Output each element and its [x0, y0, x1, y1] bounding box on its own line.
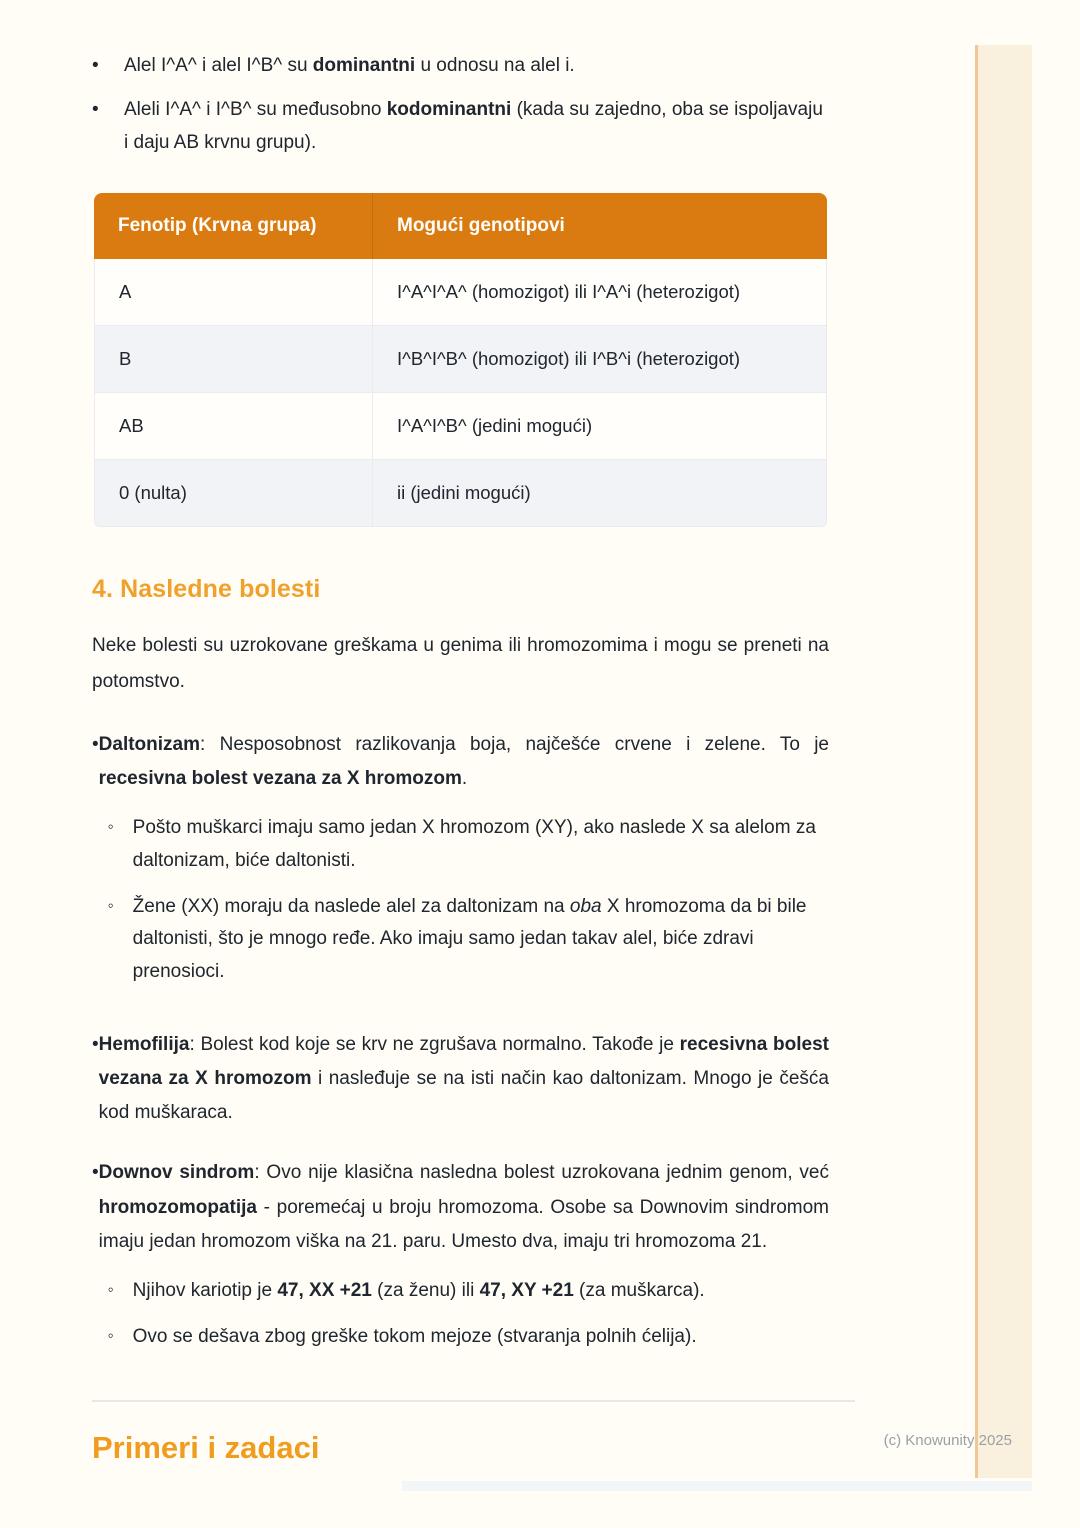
- dot-bullet-icon: •: [92, 1033, 99, 1055]
- intro-bullet-text: [124, 50, 829, 82]
- text-run-bold: 47, XY +21: [479, 1279, 574, 1301]
- text-run-bold: 47, XX +21: [277, 1279, 372, 1301]
- daltonizam-text: [99, 728, 829, 1002]
- text-run: i nasleđuje se na isti način kao daltonizam. Mnogo je češća kod muškaraca.: [98, 1068, 829, 1124]
- list-item: [99, 812, 829, 877]
- document-page: [92, 50, 829, 1466]
- list-item: [99, 891, 829, 989]
- text-run-bold: Downov sindrom: [98, 1162, 255, 1184]
- sub-bullet-text: Ovo se dešava zbog greške tokom mejoze (stvaranja polnih ćelija).: [132, 1325, 697, 1347]
- dot-bullet-icon: •: [92, 734, 99, 756]
- section-divider: [92, 1400, 855, 1402]
- blood-group-table: [94, 193, 827, 527]
- text-run-italic: oba: [569, 895, 602, 917]
- list-item: [99, 1275, 829, 1308]
- text-run-bold: hromozomopatija: [98, 1196, 257, 1218]
- downov-text: [99, 1156, 829, 1366]
- table-cell-fenotip: 0 (nulta): [94, 460, 372, 527]
- table-cell-genotip: ii (jedini mogući): [372, 460, 827, 527]
- text-run: Žene (XX) moraju da naslede alel za daltonizam na: [132, 895, 570, 917]
- table-cell-genotip: I^B^I^B^ (homozigot) ili I^B^i (heterozigot): [372, 326, 827, 393]
- page-edge-stripe: [975, 45, 1032, 1478]
- text-run-bold: dominantni: [312, 55, 416, 76]
- table-cell-fenotip: A: [94, 259, 372, 326]
- sub-bullet-text: [133, 1275, 829, 1308]
- sub-bullet-text: Pošto muškarci imaju samo jedan X hromozom (XY), ako naslede X sa alelom za daltonizam, biće daltonisti.: [132, 817, 816, 872]
- table-cell-fenotip: AB: [94, 393, 372, 460]
- disease-body: [99, 1162, 829, 1251]
- table-header-row: [94, 193, 827, 259]
- table-row: [94, 259, 827, 326]
- text-run-bold: recesivna bolest vezana za X hromozom: [98, 1033, 829, 1089]
- list-item: [99, 1321, 829, 1354]
- list-item: [92, 50, 829, 82]
- circle-bullet-icon: ◦: [107, 895, 114, 915]
- table-header-genotipovi: Mogući genotipovi: [372, 193, 827, 259]
- diseases-list: [92, 728, 829, 1366]
- table-cell-fenotip: B: [94, 326, 372, 393]
- text-run: Aleli I^A^ i I^B^ su međusobno: [124, 99, 387, 121]
- next-section-edge: [402, 1481, 1032, 1491]
- text-run: (za muškarca).: [573, 1279, 705, 1301]
- text-run: (kada su zajedno, oba se ispoljavaju i daju AB krvnu grupu).: [124, 99, 823, 153]
- text-run: : Bolest kod koje se krv ne zgrušava normalno. Takođe je: [189, 1033, 680, 1055]
- text-run: X hromozoma da bi bile daltonisti, što je mnogo ređe. Ako imaju samo jedan takav alel, biće zdravi prenosioci.: [132, 895, 807, 983]
- text-run: .: [461, 768, 468, 790]
- text-run: Alel I^A^ i alel I^B^ su: [124, 55, 313, 76]
- list-item-downov-sindrom: [92, 1156, 829, 1366]
- list-item: [92, 94, 829, 159]
- watermark: (c) Knowunity 2025: [883, 1432, 1012, 1449]
- text-run: Njihov kariotip je: [132, 1279, 278, 1301]
- text-run-bold: recesivna bolest vezana za X hromozom: [98, 768, 462, 790]
- hemofilija-text: [99, 1028, 829, 1131]
- table-row: [94, 326, 827, 393]
- section-heading-nasledne-bolesti: 4. Nasledne bolesti: [92, 574, 321, 603]
- text-run-bold: kodominantni: [386, 99, 512, 121]
- dot-bullet-icon: •: [92, 99, 99, 121]
- text-run: - poremećaj u broju hromozoma. Osobe sa Downovim sindromom imaju jedan hromozom viška na 21. paru. Umesto dva, imaju tri hromozoma 21.: [98, 1196, 829, 1252]
- downov-sublist: [99, 1275, 829, 1353]
- page-title-primeri-i-zadaci: Primeri i zadaci: [92, 1430, 320, 1466]
- table-header-fenotip: Fenotip (Krvna grupa): [94, 193, 372, 259]
- text-run-bold: Daltonizam: [98, 734, 201, 756]
- sub-bullet-text: [133, 891, 829, 989]
- table-row: [94, 393, 827, 460]
- table-row: [94, 460, 827, 527]
- dot-bullet-icon: •: [92, 1162, 99, 1184]
- list-item-daltonizam: [92, 728, 829, 1002]
- table-cell-genotip: I^A^I^A^ (homozigot) ili I^A^i (heterozigot): [372, 259, 827, 326]
- text-run: u odnosu na alel i.: [415, 55, 575, 76]
- dot-bullet-icon: •: [92, 55, 99, 76]
- disease-body: [99, 734, 829, 789]
- text-run: (za ženu) ili: [371, 1279, 480, 1301]
- text-run: : Nesposobnost razlikovanja boja, najčešće crvene i zelene. To je: [200, 734, 829, 756]
- circle-bullet-icon: ◦: [107, 1279, 114, 1299]
- circle-bullet-icon: ◦: [107, 817, 114, 837]
- daltonizam-sublist: [99, 812, 829, 988]
- text-run: : Ovo nije klasična nasledna bolest uzrokovana jednim genom, već: [254, 1162, 829, 1184]
- text-run-bold: Hemofilija: [98, 1033, 190, 1055]
- intro-bullet-list: [92, 50, 829, 159]
- table-cell-genotip: I^A^I^B^ (jedini mogući): [372, 393, 827, 460]
- list-item-hemofilija: [92, 1028, 829, 1131]
- circle-bullet-icon: ◦: [107, 1325, 114, 1345]
- intro-bullet-text: [124, 94, 829, 159]
- section-intro-paragraph: Neke bolesti su uzrokovane greškama u genima ili hromozomima i mogu se preneti na potomstvo.: [92, 634, 829, 692]
